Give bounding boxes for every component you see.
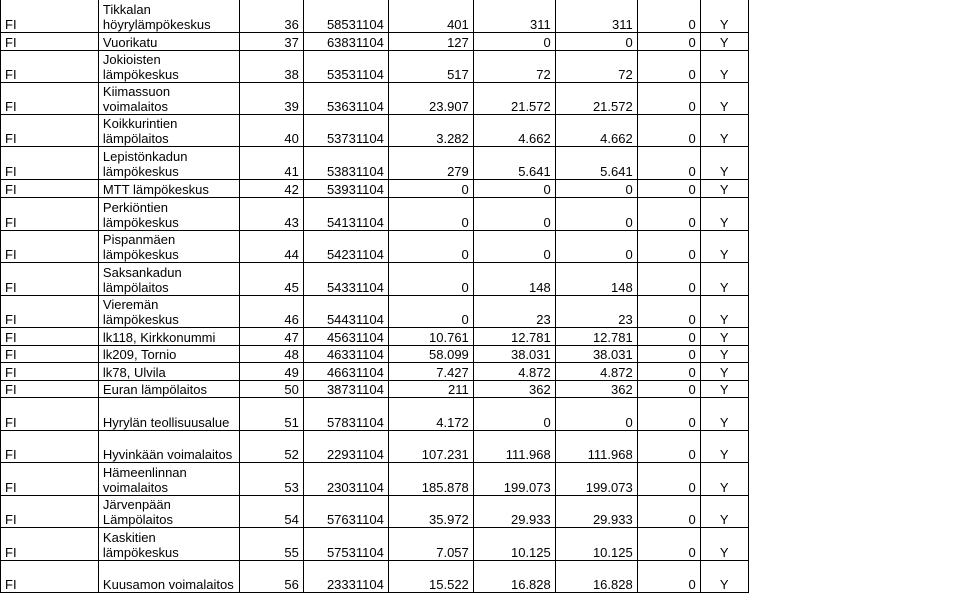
empty-cell: [748, 528, 960, 561]
station-name-cell: Saksankadun lämpölaitos: [98, 263, 239, 296]
table-row: [1, 328, 960, 346]
value3-cell: 21.572: [555, 83, 637, 115]
empty-cell: [748, 463, 960, 496]
code-cell: 53531104: [303, 51, 388, 83]
value1-cell: 7.057: [388, 528, 473, 561]
station-name-cell: Kuusamon voimalaitos: [98, 561, 239, 593]
id-cell: 55: [239, 528, 303, 561]
country-cell: FI: [1, 463, 99, 496]
station-name-cell: Perkiöntien lämpökeskus: [98, 198, 239, 231]
value1-cell: 23.907: [388, 83, 473, 115]
country-cell: FI: [1, 296, 99, 328]
station-name-cell: Hämeenlinnan voimalaitos: [98, 463, 239, 496]
value2-cell: 12.781: [473, 328, 555, 346]
station-name-cell: lk209, Tornio: [98, 346, 239, 363]
flag-cell: Y: [700, 51, 748, 83]
value1-cell: 517: [388, 51, 473, 83]
empty-cell: [748, 0, 960, 33]
value1-cell: 4.172: [388, 398, 473, 431]
id-cell: 46: [239, 296, 303, 328]
value3-cell: 362: [555, 381, 637, 398]
country-cell: FI: [1, 496, 99, 528]
empty-cell: [748, 83, 960, 115]
flag-cell: Y: [700, 115, 748, 147]
flag-cell: Y: [700, 431, 748, 463]
empty-cell: [748, 346, 960, 363]
id-cell: 53: [239, 463, 303, 496]
value3-cell: 29.933: [555, 496, 637, 528]
country-cell: FI: [1, 51, 99, 83]
country-cell: FI: [1, 115, 99, 147]
table-row: [1, 363, 960, 381]
code-cell: 53631104: [303, 83, 388, 115]
id-cell: 45: [239, 263, 303, 296]
value3-cell: 311: [555, 0, 637, 33]
table-row: [1, 51, 960, 83]
flag-cell: Y: [700, 496, 748, 528]
value3-cell: 111.968: [555, 431, 637, 463]
value2-cell: 23: [473, 296, 555, 328]
value4-cell: 0: [637, 328, 700, 346]
id-cell: 41: [239, 147, 303, 180]
table-row: [1, 528, 960, 561]
value4-cell: 0: [637, 198, 700, 231]
empty-cell: [748, 381, 960, 398]
code-cell: 23331104: [303, 561, 388, 593]
value3-cell: 0: [555, 180, 637, 198]
value4-cell: 0: [637, 431, 700, 463]
value2-cell: 111.968: [473, 431, 555, 463]
id-cell: 36: [239, 0, 303, 33]
value4-cell: 0: [637, 263, 700, 296]
flag-cell: Y: [700, 263, 748, 296]
id-cell: 38: [239, 51, 303, 83]
id-cell: 40: [239, 115, 303, 147]
value1-cell: 0: [388, 180, 473, 198]
value2-cell: 0: [473, 33, 555, 51]
table-row: [1, 0, 960, 33]
station-name-cell: Hyrylän teollisuusalue: [98, 398, 239, 431]
value2-cell: 21.572: [473, 83, 555, 115]
empty-cell: [748, 431, 960, 463]
value4-cell: 0: [637, 381, 700, 398]
table-row: [1, 33, 960, 51]
value3-cell: 72: [555, 51, 637, 83]
flag-cell: Y: [700, 328, 748, 346]
country-cell: FI: [1, 431, 99, 463]
empty-cell: [748, 51, 960, 83]
code-cell: 63831104: [303, 33, 388, 51]
value1-cell: 7.427: [388, 363, 473, 381]
value3-cell: 0: [555, 398, 637, 431]
id-cell: 39: [239, 83, 303, 115]
value3-cell: 10.125: [555, 528, 637, 561]
id-cell: 37: [239, 33, 303, 51]
empty-cell: [748, 263, 960, 296]
value4-cell: 0: [637, 363, 700, 381]
value2-cell: 16.828: [473, 561, 555, 593]
value1-cell: 0: [388, 296, 473, 328]
empty-cell: [748, 33, 960, 51]
country-cell: FI: [1, 328, 99, 346]
table-row: [1, 346, 960, 363]
country-cell: FI: [1, 398, 99, 431]
code-cell: 58531104: [303, 0, 388, 33]
value1-cell: 35.972: [388, 496, 473, 528]
value2-cell: 311: [473, 0, 555, 33]
value2-cell: 0: [473, 180, 555, 198]
id-cell: 48: [239, 346, 303, 363]
flag-cell: Y: [700, 231, 748, 263]
value2-cell: 5.641: [473, 147, 555, 180]
code-cell: 57531104: [303, 528, 388, 561]
empty-cell: [748, 561, 960, 593]
value2-cell: 4.662: [473, 115, 555, 147]
flag-cell: Y: [700, 363, 748, 381]
code-cell: 54131104: [303, 198, 388, 231]
id-cell: 49: [239, 363, 303, 381]
station-name-cell: lk78, Ulvila: [98, 363, 239, 381]
id-cell: 54: [239, 496, 303, 528]
table-row: [1, 198, 960, 231]
country-cell: FI: [1, 180, 99, 198]
country-cell: FI: [1, 231, 99, 263]
station-name-cell: Pispanmäen lämpökeskus: [98, 231, 239, 263]
value3-cell: 0: [555, 231, 637, 263]
empty-cell: [748, 496, 960, 528]
empty-cell: [748, 398, 960, 431]
value2-cell: 148: [473, 263, 555, 296]
code-cell: 23031104: [303, 463, 388, 496]
empty-cell: [748, 296, 960, 328]
flag-cell: Y: [700, 381, 748, 398]
value2-cell: 4.872: [473, 363, 555, 381]
code-cell: 57631104: [303, 496, 388, 528]
table-row: [1, 231, 960, 263]
flag-cell: Y: [700, 83, 748, 115]
table-row: [1, 147, 960, 180]
value4-cell: 0: [637, 33, 700, 51]
id-cell: 52: [239, 431, 303, 463]
value2-cell: 10.125: [473, 528, 555, 561]
value4-cell: 0: [637, 51, 700, 83]
value4-cell: 0: [637, 0, 700, 33]
value4-cell: 0: [637, 83, 700, 115]
table-body: [1, 0, 960, 593]
value3-cell: 4.662: [555, 115, 637, 147]
table-row: [1, 263, 960, 296]
value1-cell: 3.282: [388, 115, 473, 147]
station-name-cell: Jokioisten lämpökeskus: [98, 51, 239, 83]
value3-cell: 0: [555, 198, 637, 231]
table-row: [1, 463, 960, 496]
station-name-cell: Hyvinkään voimalaitos: [98, 431, 239, 463]
country-cell: FI: [1, 0, 99, 33]
value4-cell: 0: [637, 296, 700, 328]
value3-cell: 148: [555, 263, 637, 296]
value3-cell: 0: [555, 33, 637, 51]
value4-cell: 0: [637, 147, 700, 180]
empty-cell: [748, 363, 960, 381]
code-cell: 54431104: [303, 296, 388, 328]
station-name-cell: lk118, Kirkkonummi: [98, 328, 239, 346]
value4-cell: 0: [637, 398, 700, 431]
code-cell: 46331104: [303, 346, 388, 363]
flag-cell: Y: [700, 180, 748, 198]
table-row: [1, 431, 960, 463]
table-row: [1, 296, 960, 328]
value4-cell: 0: [637, 231, 700, 263]
station-name-cell: Järvenpään Lämpölaitos: [98, 496, 239, 528]
value3-cell: 4.872: [555, 363, 637, 381]
code-cell: 57831104: [303, 398, 388, 431]
flag-cell: Y: [700, 346, 748, 363]
station-name-cell: Tikkalan höyrylämpökeskus: [98, 0, 239, 33]
value4-cell: 0: [637, 115, 700, 147]
value1-cell: 401: [388, 0, 473, 33]
code-cell: 54331104: [303, 263, 388, 296]
country-cell: FI: [1, 381, 99, 398]
value4-cell: 0: [637, 463, 700, 496]
code-cell: 53831104: [303, 147, 388, 180]
flag-cell: Y: [700, 0, 748, 33]
empty-cell: [748, 147, 960, 180]
station-name-cell: Lepistönkadun lämpökeskus: [98, 147, 239, 180]
id-cell: 51: [239, 398, 303, 431]
table-row: [1, 561, 960, 593]
value2-cell: 29.933: [473, 496, 555, 528]
empty-cell: [748, 115, 960, 147]
code-cell: 45631104: [303, 328, 388, 346]
station-name-cell: MTT lämpökeskus: [98, 180, 239, 198]
empty-cell: [748, 231, 960, 263]
empty-cell: [748, 328, 960, 346]
id-cell: 42: [239, 180, 303, 198]
code-cell: 54231104: [303, 231, 388, 263]
station-name-cell: Vuorikatu: [98, 33, 239, 51]
value4-cell: 0: [637, 496, 700, 528]
table-row: [1, 115, 960, 147]
value1-cell: 211: [388, 381, 473, 398]
country-cell: FI: [1, 346, 99, 363]
code-cell: 46631104: [303, 363, 388, 381]
country-cell: FI: [1, 561, 99, 593]
country-cell: FI: [1, 83, 99, 115]
flag-cell: Y: [700, 33, 748, 51]
value4-cell: 0: [637, 561, 700, 593]
value2-cell: 38.031: [473, 346, 555, 363]
flag-cell: Y: [700, 398, 748, 431]
country-cell: FI: [1, 263, 99, 296]
table-row: [1, 381, 960, 398]
empty-cell: [748, 180, 960, 198]
value3-cell: 5.641: [555, 147, 637, 180]
value2-cell: 199.073: [473, 463, 555, 496]
station-name-cell: Kaskitien lämpökeskus: [98, 528, 239, 561]
code-cell: 22931104: [303, 431, 388, 463]
station-name-cell: Kiimassuon voimalaitos: [98, 83, 239, 115]
flag-cell: Y: [700, 463, 748, 496]
table-row: [1, 398, 960, 431]
code-cell: 38731104: [303, 381, 388, 398]
station-name-cell: Vieremän lämpökeskus: [98, 296, 239, 328]
country-cell: FI: [1, 147, 99, 180]
value1-cell: 10.761: [388, 328, 473, 346]
code-cell: 53931104: [303, 180, 388, 198]
table-row: [1, 83, 960, 115]
value1-cell: 0: [388, 263, 473, 296]
value3-cell: 16.828: [555, 561, 637, 593]
country-cell: FI: [1, 198, 99, 231]
value2-cell: 0: [473, 198, 555, 231]
value1-cell: 58.099: [388, 346, 473, 363]
value3-cell: 23: [555, 296, 637, 328]
flag-cell: Y: [700, 528, 748, 561]
value2-cell: 362: [473, 381, 555, 398]
value3-cell: 38.031: [555, 346, 637, 363]
flag-cell: Y: [700, 147, 748, 180]
value1-cell: 0: [388, 231, 473, 263]
value2-cell: 0: [473, 231, 555, 263]
id-cell: 50: [239, 381, 303, 398]
value4-cell: 0: [637, 180, 700, 198]
value4-cell: 0: [637, 346, 700, 363]
code-cell: 53731104: [303, 115, 388, 147]
value1-cell: 15.522: [388, 561, 473, 593]
station-name-cell: Euran lämpölaitos: [98, 381, 239, 398]
id-cell: 47: [239, 328, 303, 346]
station-name-cell: Koikkurintien lämpölaitos: [98, 115, 239, 147]
value2-cell: 0: [473, 398, 555, 431]
value3-cell: 12.781: [555, 328, 637, 346]
id-cell: 44: [239, 231, 303, 263]
value3-cell: 199.073: [555, 463, 637, 496]
country-cell: FI: [1, 33, 99, 51]
empty-cell: [748, 198, 960, 231]
id-cell: 56: [239, 561, 303, 593]
value1-cell: 127: [388, 33, 473, 51]
flag-cell: Y: [700, 198, 748, 231]
country-cell: FI: [1, 363, 99, 381]
value2-cell: 72: [473, 51, 555, 83]
flag-cell: Y: [700, 296, 748, 328]
value4-cell: 0: [637, 528, 700, 561]
table-row: [1, 496, 960, 528]
value1-cell: 185.878: [388, 463, 473, 496]
table-row: [1, 180, 960, 198]
value1-cell: 279: [388, 147, 473, 180]
country-cell: FI: [1, 528, 99, 561]
value1-cell: 0: [388, 198, 473, 231]
value1-cell: 107.231: [388, 431, 473, 463]
id-cell: 43: [239, 198, 303, 231]
flag-cell: Y: [700, 561, 748, 593]
